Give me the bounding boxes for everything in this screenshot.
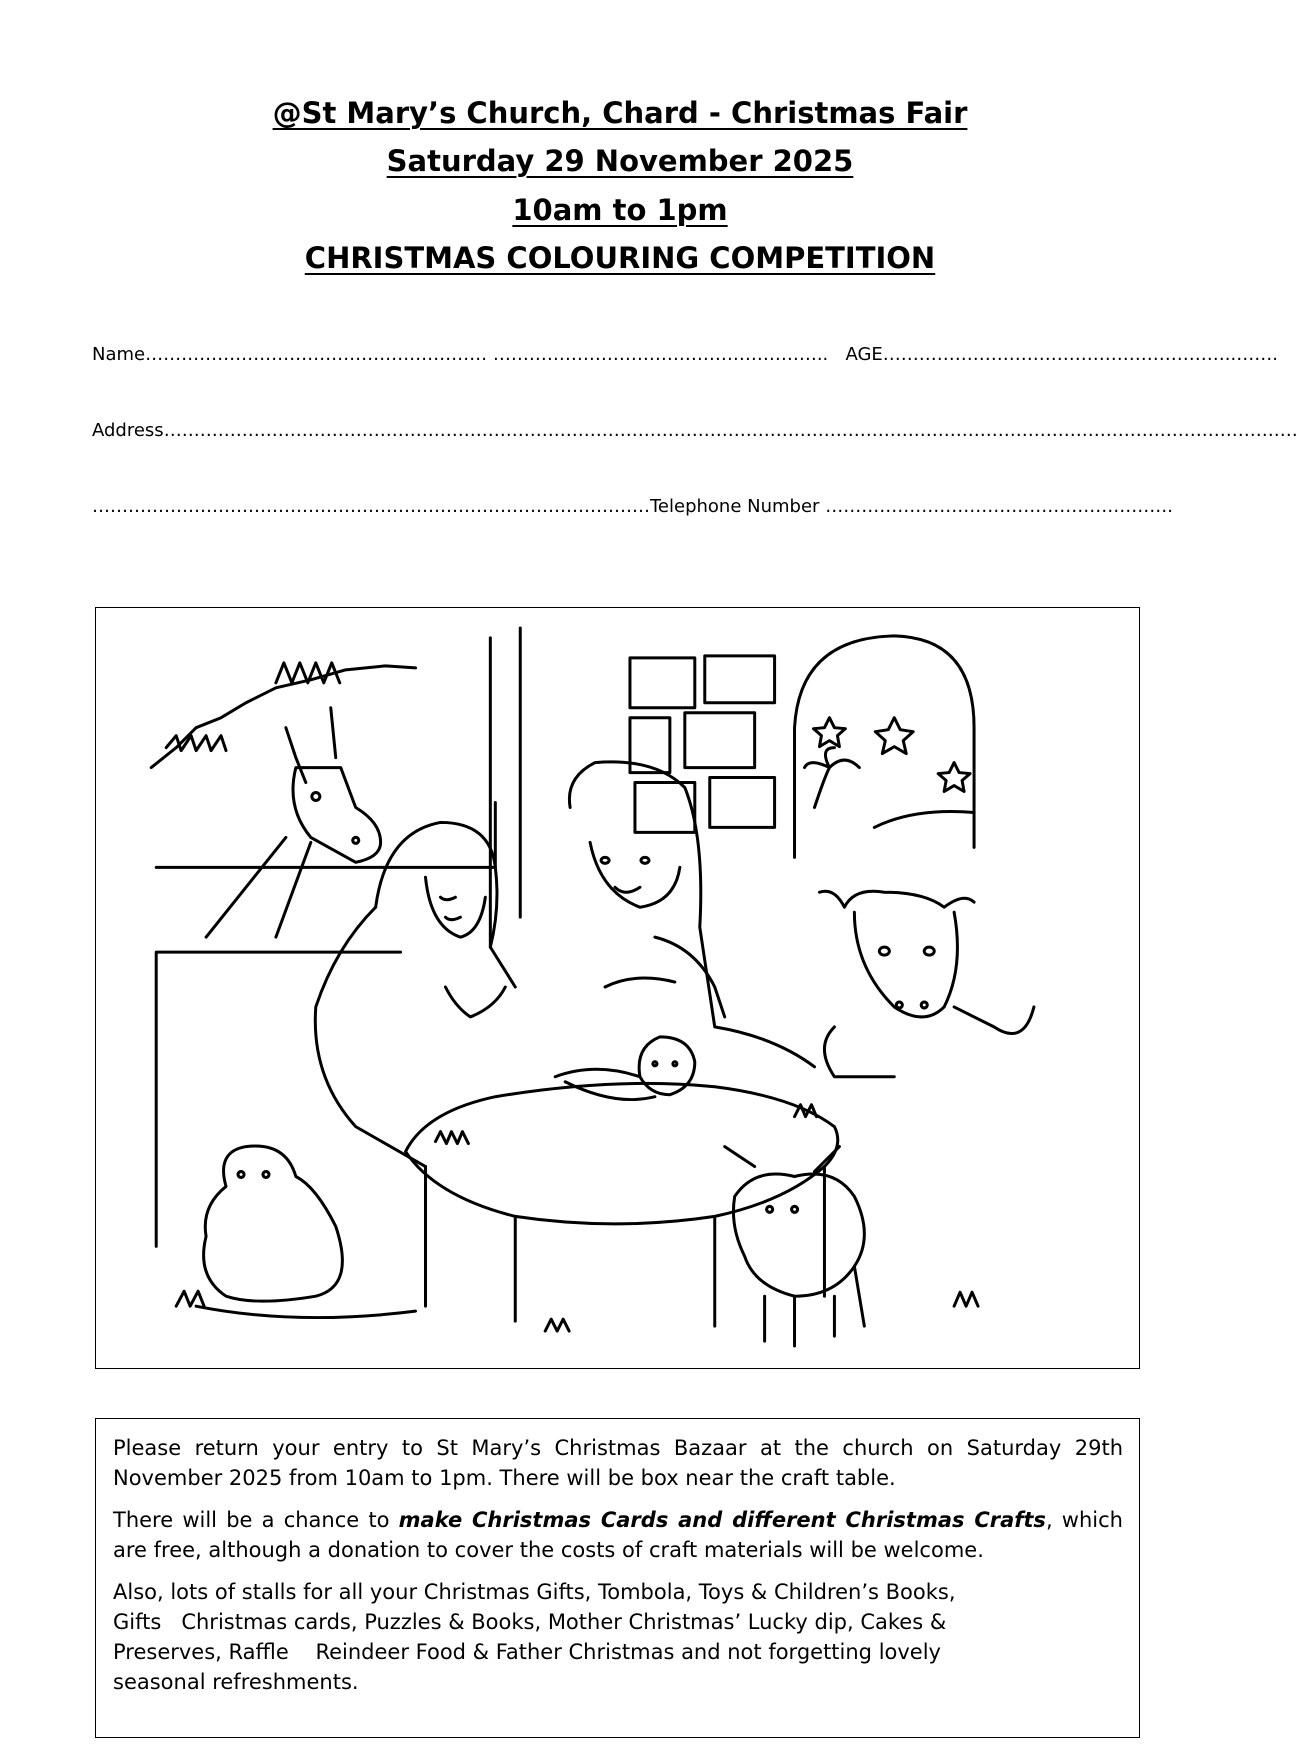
address-label: Address	[92, 420, 164, 441]
crafts-text-bold: make Christmas Cards and different Christmas Crafts	[398, 1508, 1046, 1532]
crafts-text	[113, 1505, 1123, 1565]
address-line	[92, 420, 1298, 441]
name-field[interactable]: ………………………………………………… ………………………………………………..	[145, 344, 829, 365]
telephone-label: Telephone Number	[650, 496, 820, 517]
name-age-line	[92, 344, 1278, 365]
age-field[interactable]: …………………………………………………..…….	[882, 344, 1278, 365]
colouring-picture-frame	[95, 607, 1140, 1369]
name-label: Name	[92, 344, 146, 365]
stalls-text	[113, 1577, 1123, 1697]
stalls-line-4: seasonal refreshments.	[113, 1670, 359, 1694]
telephone-field[interactable]: ………………………………………………….	[825, 496, 1173, 517]
nativity-scene-illustration[interactable]	[96, 608, 1139, 1368]
stalls-line-2: Gifts Christmas cards, Puzzles & Books, Mother Christmas’ Lucky dip, Cakes &	[113, 1610, 947, 1634]
crafts-text-end: , which are free, although a donation to cover the costs of craft materials will be welcome.	[113, 1508, 1123, 1562]
fair-title: @St Mary’s Church, Chard - Christmas Fair	[272, 96, 968, 130]
crafts-text-start: There will be a chance to	[113, 1508, 399, 1532]
address-field-2[interactable]: …………………………………………………………………………………	[92, 496, 650, 517]
address-field[interactable]: ………………………………………………………………………………………………………………………………………………………………………	[163, 420, 1298, 441]
fair-time: 10am to 1pm	[512, 193, 728, 227]
return-entry-text: Please return your entry to St Mary’s Christmas Bazaar at the church on Saturday 29th November 2025 from 10am to 1pm. There will be box near the craft table.	[113, 1436, 1123, 1490]
address-telephone-line	[92, 496, 1173, 517]
competition-title: CHRISTMAS COLOURING COMPETITION	[304, 241, 936, 275]
age-label: AGE	[845, 344, 883, 365]
information-box	[95, 1418, 1140, 1738]
stalls-line-1: Also, lots of stalls for all your Christmas Gifts, Tombola, Toys & Children’s Books,	[113, 1580, 956, 1604]
stalls-line-3: Preserves, Raffle Reindeer Food & Father Christmas and not forgetting lovely	[113, 1640, 941, 1664]
fair-date: Saturday 29 November 2025	[386, 144, 854, 178]
